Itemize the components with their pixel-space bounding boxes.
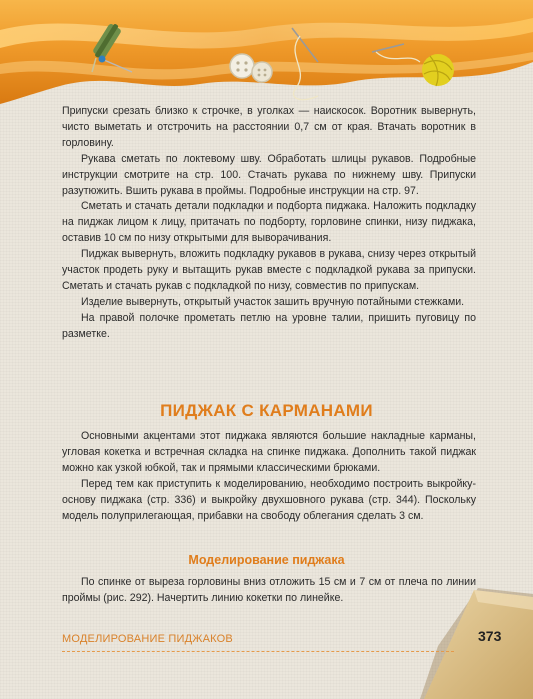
paragraph: Припуски срезать близко к строчке, в уголках — наискосок. Воротник вывернуть, чисто выметать и отстрочить на расстоянии 0,7 см от края. Втачать воротник в горловину. (62, 105, 476, 149)
page-number: 373 (478, 628, 502, 644)
paragraph: Перед тем как приступить к моделированию, необходимо построить выкройку-основу пиджака (стр. 336) и выкройку двухшовного рукава (стр. 344). Поскольку модель полуприлегающая, прибавки на свободу облегания сделать 3 см. (62, 477, 476, 522)
subsection-title: Моделирование пиджака (188, 553, 345, 567)
body-text-subsection (62, 575, 476, 607)
yarn-ball-icon (422, 54, 454, 86)
corner-paper-icon (420, 588, 533, 699)
body-text-top (62, 104, 476, 343)
paragraph: Пиджак вывернуть, вложить подкладку рукавов в рукава, снизу через открытый участок продеть руку и вытащить рукав вместе с подкладкой рукава за припуски. Сметать и стачать рукав с подкладкой по низу, совместив по припускам. (62, 248, 476, 292)
section-title: ПИДЖАК С КАРМАНАМИ (160, 401, 373, 420)
body-text-section (62, 429, 476, 524)
paragraph: По спинке от выреза горловины вниз отложить 15 см и 7 см от плеча по линии проймы (рис. 292). Начертить линию кокетки по линейке. (62, 576, 476, 604)
header-banner (0, 0, 533, 115)
paragraph: Сметать и стачать детали подкладки и подборта пиджака. Наложить подкладку на пиджак лицом к лицу, притачать по подборту, горловине спинки, низу пиджака, оставив 10 см по низу открытыми для выворачивания. (62, 200, 476, 245)
paragraph: Основными акцентами этот пиджака являются большие накладные карманы, угловая кокетка и встречная складка на спинке пиджака. Дополнить такой пиджак можно как узкой юбкой, так и прямыми классическими брюками. (62, 430, 476, 474)
paragraph: На правой полочке прометать петлю на уровне талии, пришить пуговицу по разметке. (62, 311, 476, 340)
paragraph: Рукава сметать по локтевому шву. Обработать шлицы рукавов. Подробные инструкции смотрите на стр. 100. Стачать рукава по нижнему шву. Припуски разутюжить. Вшить рукава в проймы. Подробные инструкции на стр. 97. (62, 152, 476, 197)
paragraph: Изделие вывернуть, открытый участок зашить вручную потайными стежками. (81, 295, 465, 308)
footer-divider (62, 651, 454, 652)
footer-section-label: МОДЕЛИРОВАНИЕ ПИДЖАКОВ (62, 633, 233, 645)
